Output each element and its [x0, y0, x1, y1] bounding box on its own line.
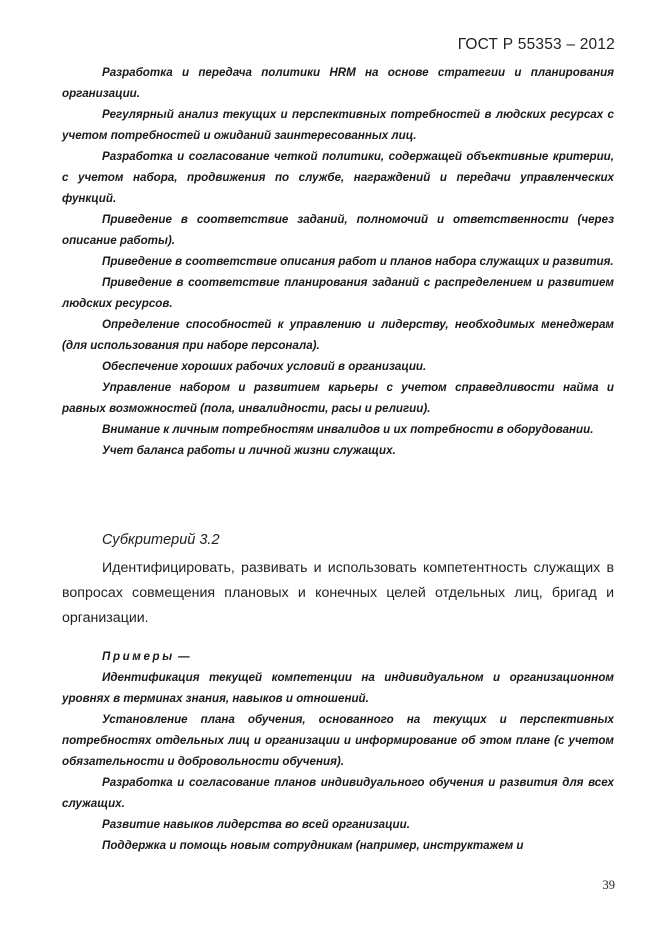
example-list-top — [62, 62, 614, 461]
page-number: 39 — [602, 878, 615, 892]
list-item: Установление плана обучения, основанного на текущих и перспективных потребностях отдельных лиц и организации и информирование об этом плане (с учетом обязательности и добровольности обучения). — [62, 713, 614, 768]
list-item: Идентификация текущей компетенции на индивидуальном и организационном уровнях в терминах знания, навыков и отношений. — [62, 671, 614, 705]
list-item: Внимание к личным потребностям инвалидов и их потребности в оборудовании. — [102, 423, 594, 436]
list-item: Разработка и передача политики HRM на основе стратегии и планирования организации. — [62, 66, 614, 100]
list-item: Развитие навыков лидерства во всей организации. — [102, 818, 410, 831]
list-item: Разработка и согласование планов индивидуального обучения и развития для всех служащих. — [62, 776, 614, 810]
subcriterion-text: Идентифицировать, развивать и использовать компетентность служащих в вопросах совмещения плановых и конечных целей отдельных лиц, бригад и организации. — [62, 560, 614, 626]
list-item: Определение способностей к управлению и лидерству, необходимых менеджерам (для использования при наборе персонала). — [62, 318, 614, 352]
examples-section — [62, 646, 614, 856]
list-item: Приведение в соответствие планирования заданий с распределением и развитием людских ресурсов. — [62, 276, 614, 310]
subcriterion-heading: Субкритерий 3.2 — [102, 532, 220, 548]
list-item: Регулярный анализ текущих и перспективных потребностей в людских ресурсах с учетом потребностей и ожиданий заинтересованных лиц. — [62, 108, 614, 142]
document-id-header: ГОСТ Р 55353 – 2012 — [457, 36, 615, 53]
list-item: Учет баланса работы и личной жизни служащих. — [102, 444, 396, 457]
examples-dash: — — [174, 650, 190, 663]
examples-label-line — [62, 646, 614, 667]
list-item: Приведение в соответствие описания работ и планов набора служащих и развития. — [102, 255, 614, 268]
list-item: Приведение в соответствие заданий, полномочий и ответственности (через описание работы). — [62, 213, 614, 247]
list-item: Обеспечение хороших рабочих условий в организации. — [102, 360, 427, 373]
list-item: Поддержка и помощь новым сотрудникам (например, инструктажем и — [102, 839, 524, 852]
list-item: Разработка и согласование четкой политики, содержащей объективные критерии, с учетом набора, продвижения по службе, награждений и передачи управленческих функций. — [62, 150, 614, 205]
list-item: Управление набором и развитием карьеры с учетом справедливости найма и равных возможностей (пола, инвалидности, расы и религии). — [62, 381, 614, 415]
examples-label: Примеры — [102, 650, 175, 663]
